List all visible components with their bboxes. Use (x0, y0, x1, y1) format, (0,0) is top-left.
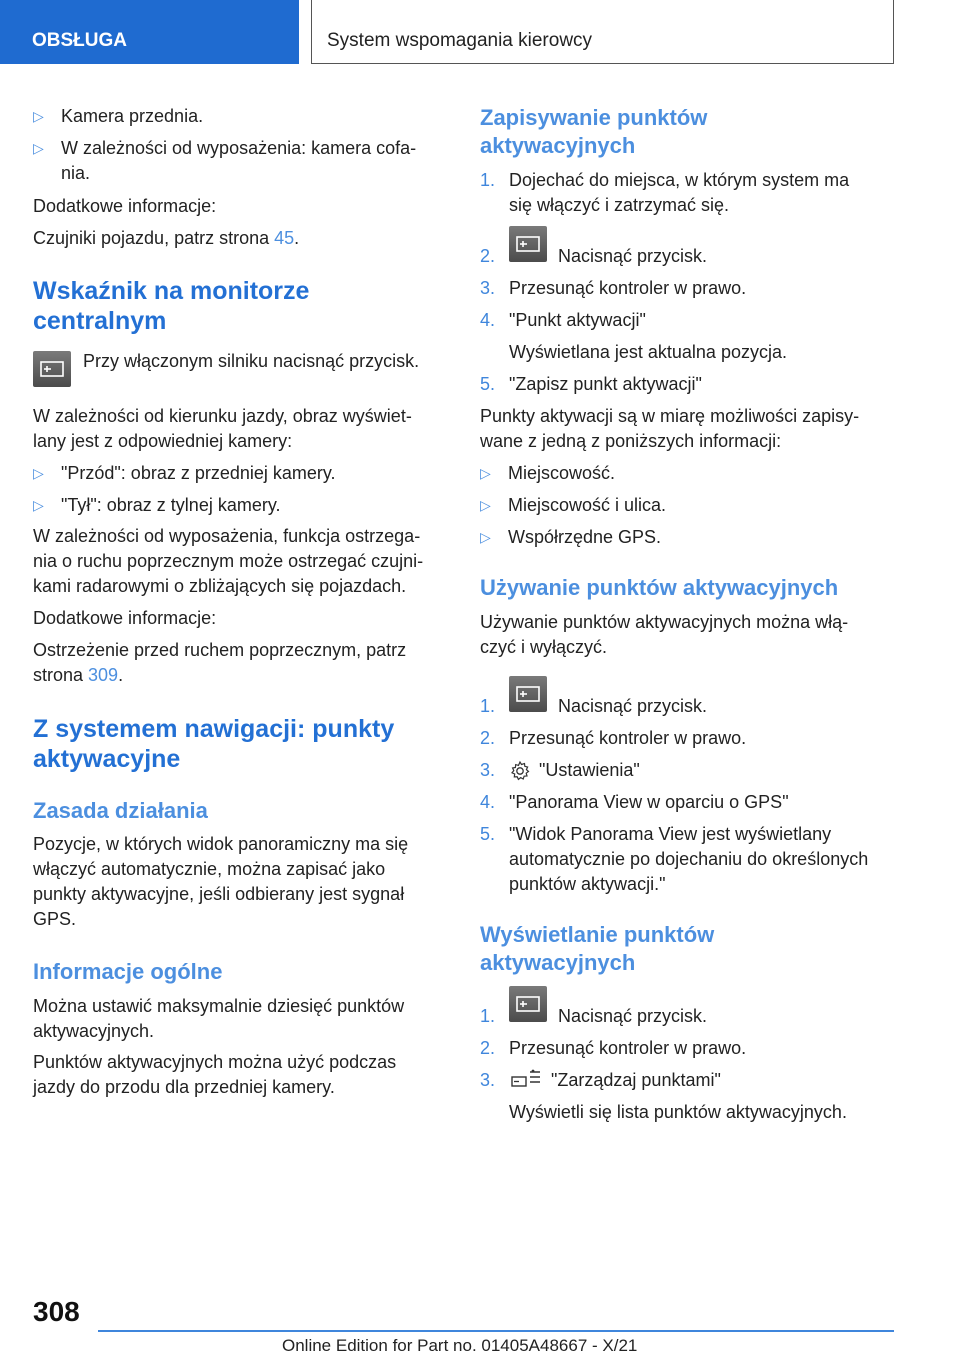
general-text-2: Punktów aktywacyjnych można użyć podczas jazdy do przodu dla przedniej kamery. (33, 1052, 397, 1097)
triangle-bullet-icon: ▷ (33, 108, 44, 124)
footer-divider (98, 1330, 894, 1332)
step-text: Nacisnąć przycisk. (558, 696, 708, 716)
triangle-bullet-icon: ▷ (480, 465, 491, 481)
camera-button-icon (509, 986, 547, 1022)
saved-info-text: Punkty aktywacji są w miarę możliwości zapisy- wane z jedną z poniższych informacji: (480, 406, 860, 451)
heading-general: Informacje ogólne (33, 959, 223, 984)
triangle-bullet-icon: ▷ (33, 465, 44, 481)
heading-save-points: Zapisywanie punktów aktywacyjnych (480, 105, 708, 158)
cross-traffic-text: W zależności od wyposażenia, funkcja ostrzega- nia o ruchu poprzecznym może ostrzegać czujni- kami radarowymi o zbliżających się pojazdach. (33, 526, 424, 596)
step-text: Nacisnąć przycisk. (558, 246, 708, 266)
info-label: Dodatkowe informacje: (33, 608, 217, 628)
press-text: Przy włączonym silniku nacisnąć przycisk. (83, 351, 420, 371)
step-text: Nacisnąć przycisk. (558, 1006, 708, 1026)
list-shown-text: Wyświetli się lista punktów aktywacyjnych. (509, 1102, 847, 1122)
section-title: OBSŁUGA (32, 30, 127, 51)
triangle-bullet-icon: ▷ (480, 529, 491, 545)
camera-button-icon (509, 676, 547, 712)
heading-use-points: Używanie punktów aktywacyjnych (480, 575, 839, 600)
camera-button-icon (509, 226, 547, 262)
triangle-bullet-icon: ▷ (33, 497, 44, 513)
camera-button-icon (33, 351, 71, 387)
info-text: Czujniki pojazdu, patrz strona 45. (33, 228, 300, 248)
heading-navigation: Z systemem nawigacji: punkty aktywacyjne (33, 715, 395, 773)
triangle-bullet-icon: ▷ (33, 140, 44, 156)
general-text-1: Można ustawić maksymalnie dziesięć punktów aktywacyjnych. (33, 996, 405, 1041)
heading-principle: Zasada działania (33, 798, 208, 823)
info-text: Ostrzeżenie przed ruchem poprzecznym, patrz strona 309. (33, 640, 407, 685)
edition-text: Online Edition for Part no. 01405A48667 - X/21 (282, 1336, 638, 1355)
heading-show-points: Wyświetlanie punktów aktywacyjnych (480, 922, 715, 975)
chapter-title: System wspomagania kierowcy (327, 30, 593, 51)
principle-text: Pozycje, w których widok panoramiczny ma się włączyć automatycznie, można zapisać jako punkty aktywacyjne, jeśli odbierany jest sygnał GPS. (33, 834, 409, 929)
list-item-cont: nia. (61, 163, 91, 183)
section-tab (0, 0, 299, 64)
page-link-309[interactable]: 309 (88, 665, 119, 685)
chapter-header (311, 0, 894, 64)
page-link-45[interactable]: 45 (274, 228, 295, 248)
direction-text: W zależności od kierunku jazdy, obraz wyświet- lany jest z odpowiedniej kamery: (33, 406, 412, 451)
current-position-text: Wyświetlana jest aktualna pozycja. (509, 342, 787, 362)
info-label: Dodatkowe informacje: (33, 196, 217, 216)
heading-monitor: Wskaźnik na monitorze centralnym (33, 277, 310, 335)
gear-icon (509, 760, 531, 789)
manage-points-icon (509, 1069, 543, 1098)
use-text: Używanie punktów aktywacyjnych można włą- czyć i wyłączyć. (480, 612, 849, 657)
triangle-bullet-icon: ▷ (480, 497, 491, 513)
page-number: 308 (33, 1296, 80, 1327)
